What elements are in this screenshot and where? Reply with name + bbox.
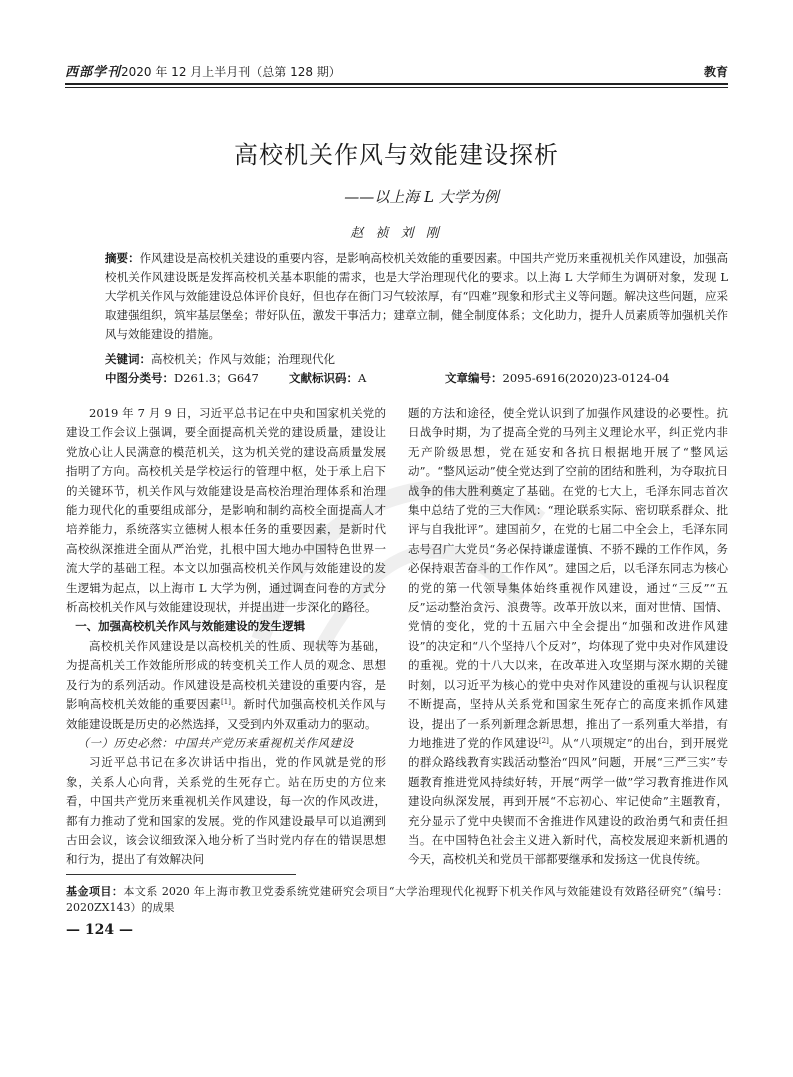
fund-text: 本文系 2020 年上海市教卫党委系统党建研究会项目“大学治理现代化视野下机关作风与效能建设有效路径研究”（编号：2020ZX143）的成果 (66, 885, 729, 914)
doc-label: 文献标识码： (289, 371, 358, 385)
article-number (445, 369, 669, 388)
body-column-left (66, 404, 386, 870)
clc-number (105, 369, 259, 388)
abstract-text: 作风建设是高校机关建设的重要内容，是影响高校机关效能的重要因素。中国共产党历来重视机关作风建设，加强高校机关作风建设既是发挥高校机关基本职能的需求，也是大学治理现代化的要求。以上海 L 大学师生为调研对象，发现 L 大学机关作风与效能建设总体评价良好，但也存在衙门习气较浓厚，有“四难”现象和形式主义等问题。解决这些问题，应采取建强组织，筑牢基层堡垒；带好队伍，激发干事活力；建章立制，健全制度体系；文化助力，提升人员素质等加强机关作风与效能建设的措施。 (105, 251, 729, 341)
fund-note (66, 884, 728, 916)
author-names: 赵 祯 刘 刚 (350, 226, 443, 241)
article-subtitle: ——以上海 L 大学为例 (344, 188, 499, 206)
paragraph: 2019 年 7 月 9 日，习近平总书记在中央和国家机关党的建设工作会议上强调，要全面提高机关党的建设质量，建设让党放心让人民满意的模范机关，这为机关党的建设高质量发展指明了方向。高校机关是学校运行的管理中枢，处于承上启下的关键环节，机关作风与效能建设是高校治理治理体系和治理能力现代化的重要组成部分，是影响和制约高校全面提高人才培养能力，系统落实立德树人根本任务的重要因素，是新时代高校纵深推进全面从严治党，扎根中国大地办中国特色世界一流大学的基础工程。本文以加强高校机关作风与效能建设的发生逻辑为起点，以上海市 L 大学为例，通过调查问卷的方式分析高校机关作风与效能建设现状，并提出进一步深化的路径。 (66, 406, 386, 615)
paragraph-text: 。新时代加强高校机关作风与效能建设既是历史的必然选择，又受到内外双重动力的驱动。 (66, 697, 387, 731)
keywords-text: 高校机关；作风与效能；治理现代化 (151, 352, 335, 366)
header-left (65, 62, 341, 83)
document-code (289, 369, 366, 388)
paragraph-text: 。从“八项规定”的出台，到开展党的群众路线教育实践活动整治“四风”问题，开展“三严三实”专题教育推进党风持续好转，开展“两学一做”学习教育推进作风建设向纵深发展，再到开展“不忘初心、牢记使命”主题教育，充分显示了党中央锲而不舍推进作风建设的政治勇气和责任担当。在中国特色社会主义进入新时代，高校发展迎来新机遇的今天，高校机关和党员干部都要继承和发扬这一优良传统。 (408, 735, 728, 867)
citation-ref: [1] (221, 698, 231, 707)
article-value: 2095-6916(2020)23-0124-04 (502, 371, 670, 385)
abstract-label: 摘要： (105, 251, 140, 265)
clc-label: 中图分类号： (105, 371, 174, 385)
footnote-rule (66, 874, 296, 875)
journal-issue: 2020 年 12 月上半月刊（总第 128 期） (121, 65, 341, 79)
paragraph: 习近平总书记在多次讲话中指出，党的作风就是党的形象，关系人心向背，关系党的生死存亡。站在历史的方位来看，中国共产党历来重视机关作风建设，每一次的作风改进，都有力推动了党和国家的发展。党的作风建设最早可以追溯到古田会议，该会议细致深入地分析了当时党内存在的错误思想和行为，提出了有效解决问 (66, 755, 386, 867)
article-title: 高校机关作风与效能建设探析 (234, 141, 559, 169)
abstract (105, 249, 728, 344)
subsection-heading: （一）历史必然：中国共产党历来重视机关作风建设 (77, 735, 354, 750)
clc-value: D261.3；G647 (174, 371, 259, 385)
running-header (65, 62, 728, 82)
paragraph-text: 题的方法和途径，使全党认识到了加强作风建设的必要性。抗日战争时期，为了提高全党的马列主义理论水平，纠正党内非无产阶级思想，党在延安和各抗日根据地开展了“整风运动”。“整风运动”使全党达到了空前的团结和胜利，为夺取抗日战争的伟大胜利奠定了基础。在党的七大上，毛泽东同志首次集中总结了党的三大作风：“理论联系实际、密切联系群众、批评与自我批评”。建国前夕，在党的七届二中全会上，毛泽东同志号召广大党员“务必保持谦虚谨慎、不骄不躁的工作作风，务必保持艰苦奋斗的工作作风”。建国之后，以毛泽东同志为核心的党的第一代领导集体始终重视作风建设，通过“三反”“五反”运动整治贪污、浪费等。改革开放以来，面对世情、国情、党情的变化，党的十五届六中全会提出“加强和改进作风建设”的决定和“八个坚持八个反对”，均体现了党中央对作风建设的重视。党的十八大以来，在改革进入攻坚期与深水期的关键时刻，以习近平为核心的党中央对作风建设的重视与认识程度不断提高，坚持从关系党和国家生死存亡的高度来抓作风建设，提出了一系列新理念新思想，推出了一系列重大举措，有力地推进了党的作风建设 (408, 406, 728, 750)
journal-logo: 西部学刊 (65, 65, 122, 80)
section-label: 教育 (703, 65, 728, 79)
page-number: — 124 — (66, 922, 133, 938)
paragraph (66, 637, 386, 734)
doc-value: A (358, 371, 367, 385)
keywords-line (105, 350, 728, 369)
header-rule-thick (65, 83, 728, 85)
paragraph-text: 高校机关作风建设是以高校机关的性质、现状等为基础，为提高机关工作效能所形成的转变机关工作人员的观念、思想及行为的系列活动。作风建设是高校机关建设的重要内容，是影响高校机关效能的重要因素 (66, 638, 386, 712)
body-column-right (408, 404, 728, 870)
keywords-label: 关键词： (105, 352, 151, 366)
section-heading: 一、加强高校机关作风与效能建设的发生逻辑 (75, 619, 306, 634)
article-label: 文章编号： (445, 371, 503, 385)
paragraph (408, 404, 728, 870)
citation-ref: [2] (538, 736, 549, 745)
fund-label: 基金项目： (66, 885, 124, 898)
header-rule-thin (65, 87, 728, 88)
